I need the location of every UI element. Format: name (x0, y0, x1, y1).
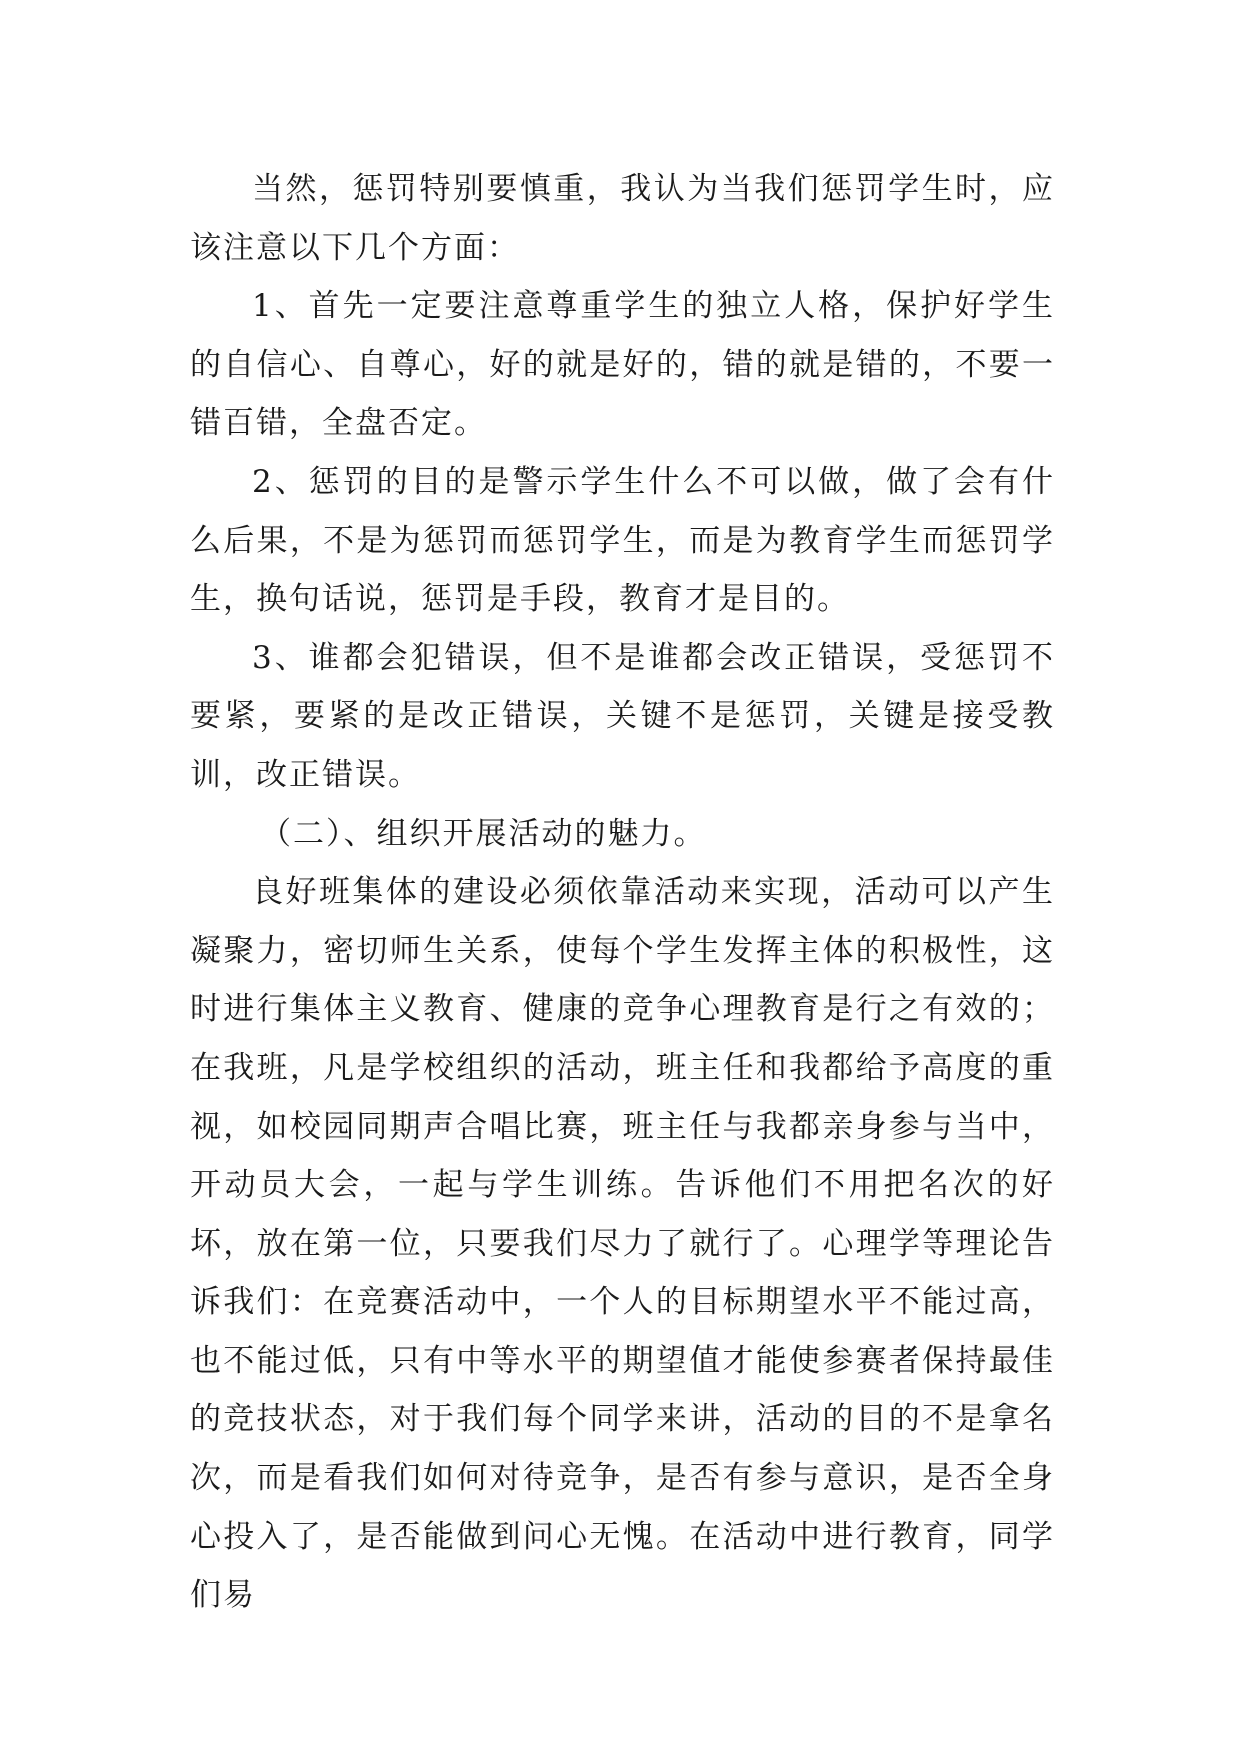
paragraph-intro: 当然，惩罚特别要慎重，我认为当我们惩罚学生时，应该注意以下几个方面： (190, 171, 1055, 266)
paragraph-point-3: 3、谁都会犯错误，但不是谁都会改正错误，受惩罚不要紧，要紧的是改正错误，关键不是惩罚，关键是接受教训，改正错误。 (190, 639, 1055, 793)
section-heading: （二）、组织开展活动的魅力。 (260, 815, 707, 852)
document-body (190, 160, 1055, 1625)
paragraph-point-1: 1、首先一定要注意尊重学生的独立人格，保护好学生的自信心、自尊心，好的就是好的，错的就是错的，不要一错百错，全盘否定。 (190, 288, 1055, 442)
paragraph-activities: 良好班集体的建设必须依靠活动来实现，活动可以产生凝聚力，密切师生关系，使每个学生发挥主体的积极性，这时进行集体主义教育、健康的竞争心理教育是行之有效的；在我班，凡是学校组织的活动，班主任和我都给予高度的重视，如校园同期声合唱比赛，班主任与我都亲身参与当中，开动员大会，一起与学生训练。告诉他们不用把名次的好坏，放在第一位，只要我们尽力了就行了。心理学等理论告诉我们：在竞赛活动中，一个人的目标期望水平不能过高，也不能过低，只有中等水平的期望值才能使参赛者保持最佳的竞技状态，对于我们每个同学来讲，活动的目的不是拿名次，而是看我们如何对待竞争，是否有参与意识，是否全身心投入了，是否能做到问心无愧。在活动中进行教育，同学们易 (190, 874, 1055, 1614)
paragraph-point-2: 2、惩罚的目的是警示学生什么不可以做，做了会有什么后果，不是为惩罚而惩罚学生，而是为教育学生而惩罚学生，换句话说，惩罚是手段，教育才是目的。 (190, 463, 1055, 618)
